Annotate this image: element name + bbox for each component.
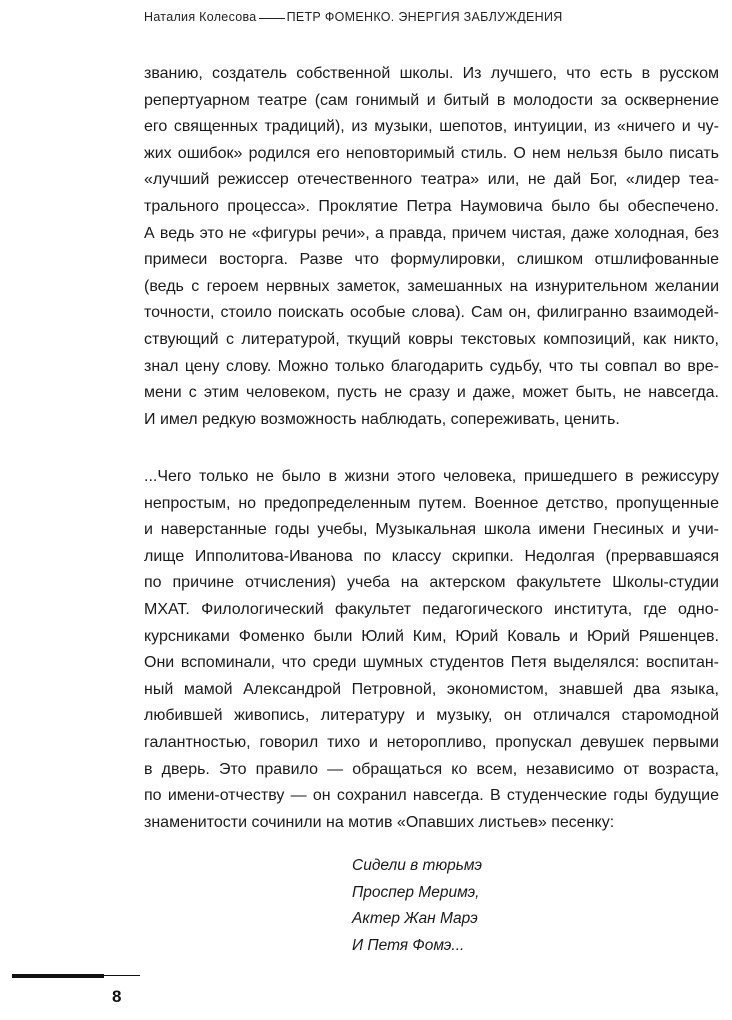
running-header [144, 10, 563, 24]
text-line: трального процесса». Проклятие Петра Наумовича было бы обеспечено. [144, 197, 719, 215]
text-line: непростым, но предопределенным путем. Военное детство, пропущенные [144, 494, 719, 512]
text-line: репертуарном театре (сам гонимый и битый в молодости за осквернение [144, 91, 719, 109]
text-line: его священных традиций), из музыки, шепотов, интуиции, из «ничего и чу- [144, 118, 719, 136]
text-line: в дверь. Это правило — обращаться ко всем, независимо от возраста, [144, 760, 719, 778]
text-line: лище Ипполитова-Иванова по классу скрипки. Недолгая (прервавшаяся [144, 547, 719, 565]
text-line: жих ошибок» родился его неповторимый стиль. О нем нельзя было писать [144, 144, 719, 162]
poem-line: И Петя Фомэ... [352, 936, 465, 954]
text-line: «лучший режиссер отечественного театра» или, не дай Бог, «лидер теа- [144, 171, 719, 189]
text-line: знаменитости сочинили на мотив «Опавших листьев» песенку: [144, 813, 615, 831]
text-line: и наверстанные годы учебы, Музыкальная школа имени Гнесиных и учи- [144, 521, 719, 539]
text-line: (ведь с героем нервных заметок, замешанных на изнурительном желании [144, 277, 719, 295]
text-line: ный мамой Александрой Петровной, экономистом, знавшей два языка, [144, 680, 719, 698]
header-author: Наталия Колесова [144, 10, 257, 24]
poem-quote [352, 853, 482, 959]
text-line: Они вспоминали, что среди шумных студентов Петя выделялся: воспитан- [144, 654, 719, 672]
text-line: по причине отчисления) учеба на актерском факультете Школы-студии [144, 574, 719, 592]
text-line: любившей живопись, литературу и музыку, он отличался старомодной [144, 707, 719, 725]
poem-line: Сидели в тюрьмэ [352, 857, 482, 874]
text-line: званию, создатель собственной школы. Из лучшего, что есть в русском [144, 65, 719, 82]
page-number: 8 [112, 987, 122, 1006]
text-line: мени с этим человеком, пусть не сразу и даже, может быть, не навсегда. [144, 384, 719, 402]
text-line: по имени-отчеству — он сохранил навсегда. В студенческие годы будущие [144, 787, 719, 805]
text-line: А ведь это не «фигуры речи», а правда, причем чистая, даже холодная, без [144, 224, 719, 242]
text-line: знал цену слову. Можно только благодарить судьбу, что ты совпал во вре- [144, 357, 719, 375]
text-line: курсниками Фоменко были Юлий Ким, Юрий Коваль и Юрий Ряшенцев. [144, 627, 719, 645]
text-line: И имел редкую возможность наблюдать, сопереживать, ценить. [144, 410, 620, 428]
text-line: МХАТ. Филологический факультет педагогического института, где одно- [144, 600, 719, 618]
text-line: точности, стоило поискать особые слова). Сам он, филигранно взаимодей- [144, 304, 719, 322]
text-line: ствующий с литературой, ткущий ковры текстовых композиций, как никто, [144, 330, 719, 348]
footer-rule [12, 974, 104, 978]
poem-line: Проспер Меримэ, [352, 883, 480, 901]
header-separator [259, 18, 285, 19]
text-line: примеси восторга. Разве что формулировки, слишком отшлифованные [144, 251, 719, 269]
footer-rule-thin [104, 975, 140, 976]
header-book-title: ПЕТР ФОМЕНКО. ЭНЕРГИЯ ЗАБЛУЖДЕНИЯ [286, 10, 563, 24]
text-line: галантностью, говорил тихо и неторопливо, пропускал девушек первыми [144, 733, 719, 751]
paragraph-1 [144, 61, 719, 433]
paragraph-2 [144, 464, 719, 836]
poem-line: Актер Жан Марэ [352, 910, 478, 927]
text-line: ...Чего только не было в жизни этого человека, пришедшего в режиссуру [144, 468, 719, 485]
